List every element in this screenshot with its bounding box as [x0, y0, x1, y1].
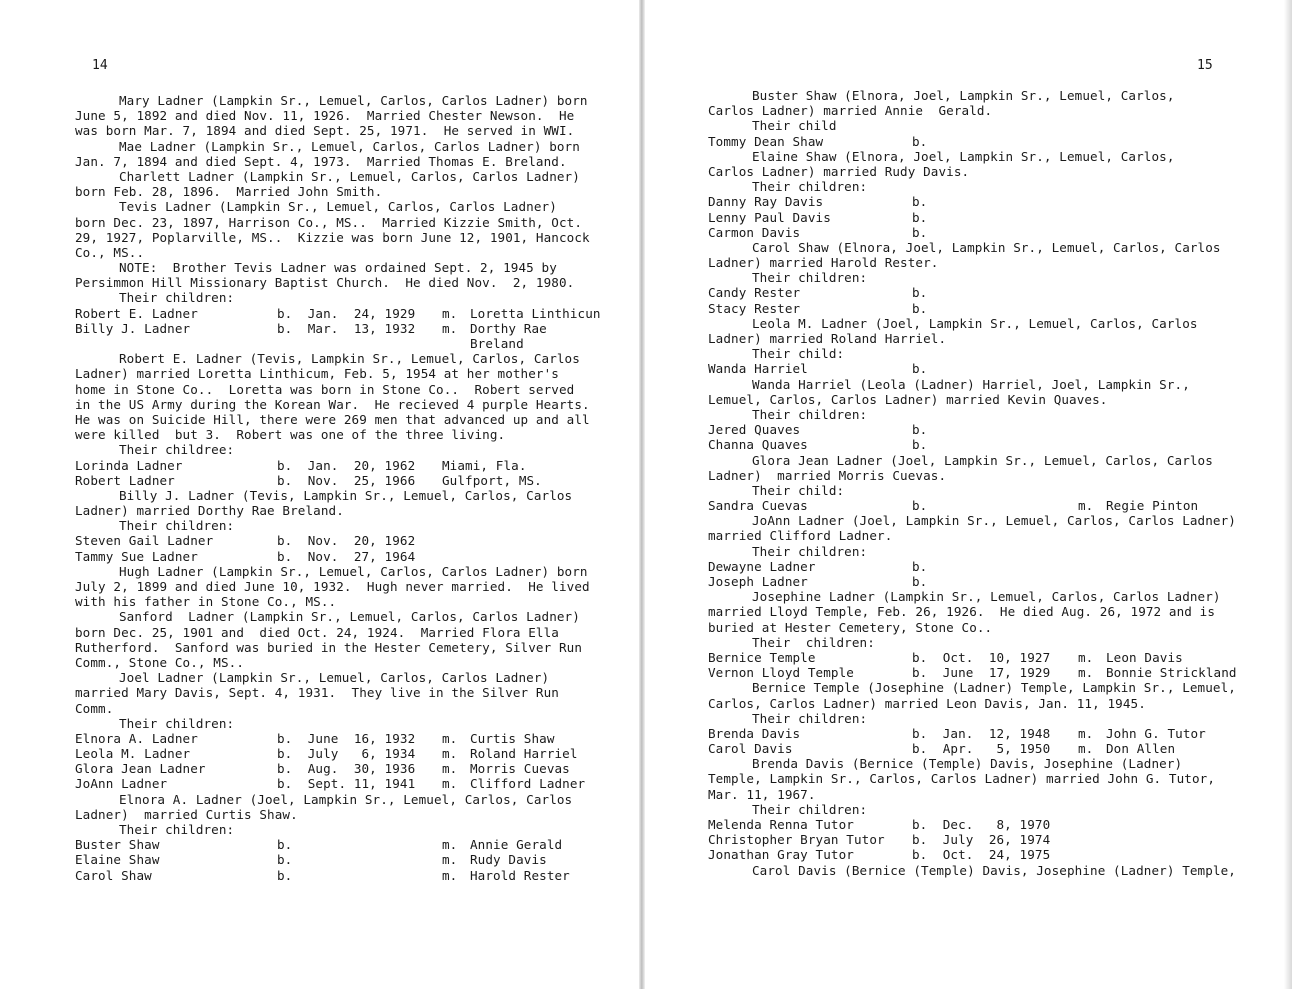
- text-line: buried at Hester Cemetery, Stone Co..: [708, 619, 993, 635]
- text-line: born Dec. 23, 1897, Harrison Co., MS.. Married Kizzie Smith, Oct.: [75, 214, 583, 230]
- text-line: Carlos Ladner) married Rudy Davis.: [708, 163, 970, 179]
- record-birth: b. Jan. 12, 1948: [912, 725, 1051, 741]
- paragraph-start-line: Their children:: [752, 801, 868, 817]
- text-line: July 2, 1899 and died June 10, 1932. Hugh never married. He lived: [75, 579, 590, 594]
- record-row: [75, 549, 615, 564]
- page-text: [75, 93, 615, 883]
- text-line: born Dec. 25, 1901 and died Oct. 24, 1924. Married Flora Ella: [75, 624, 559, 640]
- record-name: Carmon Davis: [708, 224, 801, 240]
- paragraph-start-line: Mary Ladner (Lampkin Sr., Lemuel, Carlos, Carlos Ladner) born: [119, 93, 588, 108]
- record-name: Wanda Harriel: [708, 361, 808, 377]
- record-birth: b. Aug. 30, 1936: [277, 761, 416, 777]
- record-name: Robert E. Ladner: [75, 305, 198, 321]
- paragraph-start-line: Leola M. Ladner (Joel, Lampkin Sr., Lemuel, Carlos, Carlos: [752, 315, 1198, 331]
- page-number: 15: [1197, 58, 1213, 73]
- record-birth: b. Jan. 20, 1962: [277, 457, 416, 473]
- record-spouse: Annie Gerald: [470, 837, 563, 853]
- record-married-mark: Miami, Fla.: [442, 457, 527, 473]
- text-line: Temple, Lampkin Sr., Carlos, Carlos Ladner) married John G. Tutor,: [708, 771, 1216, 787]
- record-birth: b. July 6, 1934: [277, 746, 416, 762]
- record-birth: b. Apr. 5, 1950: [912, 741, 1051, 757]
- paragraph-start-line: Their child:: [752, 482, 845, 498]
- record-row: [75, 473, 615, 488]
- text-line: born Feb. 28, 1896. Married John Smith.: [75, 184, 383, 200]
- record-birth: b.: [912, 209, 928, 225]
- record-married-mark: m.: [442, 852, 458, 868]
- record-birth: b. Nov. 25, 1966: [277, 472, 416, 488]
- record-married-mark: m.: [442, 837, 458, 853]
- paragraph-start-line: Josephine Ladner (Lampkin Sr., Lemuel, Carlos, Carlos Ladner): [752, 589, 1221, 605]
- record-birth: b.: [912, 361, 928, 377]
- record-name: Danny Ray Davis: [708, 194, 824, 210]
- paragraph-start-line: Joel Ladner (Lampkin Sr., Lemuel, Carlos, Carlos Ladner): [119, 670, 550, 686]
- record-name: Lorinda Ladner: [75, 457, 183, 473]
- record-row: [75, 746, 615, 761]
- record-married-mark: m.: [442, 761, 458, 777]
- record-name: Jonathan Gray Tutor: [708, 847, 854, 863]
- record-married-mark: m.: [442, 867, 458, 883]
- record-name: Leola M. Ladner: [75, 746, 191, 762]
- record-row: [75, 837, 615, 852]
- record-name: Stacy Rester: [708, 300, 801, 316]
- record-birth: b.: [277, 837, 293, 853]
- record-spouse: Clifford Ladner: [470, 776, 586, 792]
- record-birth: b. Nov. 20, 1962: [277, 533, 416, 549]
- record-birth: b. Nov. 27, 1964: [277, 548, 416, 564]
- paragraph-start-line: Buster Shaw (Elnora, Joel, Lampkin Sr., Lemuel, Carlos,: [752, 88, 1175, 103]
- record-row: [75, 761, 615, 776]
- record-row: [75, 852, 615, 867]
- text-line: in the US Army during the Korean War. He recieved 4 purple Hearts.: [75, 396, 590, 412]
- record-name: Channa Quaves: [708, 437, 808, 453]
- record-row: [708, 665, 1288, 680]
- record-birth: b. Jan. 24, 1929: [277, 305, 416, 321]
- record-row: [708, 361, 1288, 376]
- text-line: Ladner) married Curtis Shaw.: [75, 806, 298, 822]
- paragraph-start-line: Their childree:: [119, 442, 235, 458]
- record-name: Dewayne Ladner: [708, 558, 816, 574]
- paragraph-start-line: Wanda Harriel (Leola (Ladner) Harriel, Joel, Lampkin Sr.,: [752, 376, 1190, 392]
- record-birth: b.: [912, 574, 928, 589]
- paragraph-start-line: Their children:: [752, 710, 868, 726]
- text-line: was born Mar. 7, 1894 and died Sept. 25, 1971. He served in WWI.: [75, 123, 575, 139]
- text-line: 29, 1927, Poplarville, MS.. Kizzie was born June 12, 1901, Hancock: [75, 229, 590, 245]
- record-name: Melenda Renna Tutor: [708, 817, 854, 832]
- text-line: Comm., Stone Co., MS..: [75, 654, 245, 670]
- record-row: [708, 285, 1288, 300]
- record-birth: b.: [912, 558, 928, 574]
- record-birth: b. Oct. 10, 1927: [912, 649, 1051, 665]
- record-birth: b. June 16, 1932: [277, 730, 416, 746]
- record-name: Buster Shaw: [75, 837, 160, 853]
- record-married-mark: m.: [442, 320, 458, 336]
- record-birth: b. July 26, 1974: [912, 832, 1051, 848]
- text-line: Carlos, Carlos Ladner) married Leon Davis, Jan. 11, 1945.: [708, 695, 1146, 711]
- text-line: Ladner) married Loretta Linthicum, Feb. 5, 1954 at her mother's: [75, 366, 559, 382]
- text-line: with his father in Stone Co., MS..: [75, 594, 337, 610]
- record-name: Bernice Temple: [708, 649, 816, 665]
- record-married-mark: m.: [1078, 741, 1094, 757]
- record-spouse: Regie Pinton: [1106, 498, 1199, 514]
- paragraph-start-line: Charlett Ladner (Lampkin Sr., Lemuel, Carlos, Carlos Ladner): [119, 168, 580, 184]
- record-name: Christopher Bryan Tutor: [708, 832, 885, 848]
- text-line: married Mary Davis, Sept. 4, 1931. They live in the Silver Run: [75, 685, 559, 701]
- record-row: [708, 194, 1288, 209]
- record-birth: b.: [912, 437, 928, 453]
- record-row: [75, 458, 615, 473]
- record-row: [708, 817, 1288, 832]
- record-row: [708, 225, 1288, 240]
- text-line: Carlos Ladner) married Annie Gerald.: [708, 103, 993, 119]
- record-spouse: Leon Davis: [1106, 649, 1183, 665]
- paragraph-start-line: Their child: [752, 118, 837, 134]
- paragraph-start-line: NOTE: Brother Tevis Ladner was ordained Sept. 2, 1945 by: [119, 260, 557, 276]
- text-line: Jan. 7, 1894 and died Sept. 4, 1973. Married Thomas E. Breland.: [75, 153, 567, 169]
- page-edge-shadow: [1284, 0, 1292, 989]
- paragraph-start-line: Carol Shaw (Elnora, Joel, Lampkin Sr., Lemuel, Carlos, Carlos: [752, 239, 1221, 255]
- record-birth: b.: [912, 224, 928, 240]
- record-spouse: John G. Tutor: [1106, 725, 1206, 741]
- record-row: [708, 301, 1288, 316]
- text-line: Persimmon Hill Missionary Baptist Church. He died Nov. 2, 1980.: [75, 275, 575, 291]
- record-birth: b.: [277, 852, 293, 868]
- text-line: Ladner) married Dorthy Rae Breland.: [75, 503, 344, 519]
- text-line: Ladner) married Morris Cuevas.: [708, 467, 947, 483]
- paragraph-start-line: Their children:: [119, 822, 235, 837]
- record-row: [75, 321, 615, 336]
- paragraph-start-line: Carol Davis (Bernice (Temple) Davis, Josephine (Ladner) Temple,: [752, 862, 1236, 878]
- paragraph-start-line: Their children:: [752, 543, 868, 559]
- text-line: Ladner) married Roland Harriel.: [708, 331, 947, 346]
- record-name: Brenda Davis: [708, 725, 801, 741]
- record-spouse: Roland Harriel: [470, 746, 578, 762]
- record-married-mark: m.: [1078, 725, 1094, 741]
- record-married-mark: m.: [442, 746, 458, 762]
- record-married-mark: m.: [442, 305, 458, 321]
- record-birth: b.: [912, 285, 928, 301]
- paragraph-start-line: Mae Ladner (Lampkin Sr., Lemuel, Carlos, Carlos Ladner) born: [119, 138, 580, 154]
- record-row: [708, 210, 1288, 225]
- paragraph-start-line: Billy J. Ladner (Tevis, Lampkin Sr., Lemuel, Carlos, Carlos: [119, 487, 573, 503]
- paragraph-start-line: Sanford Ladner (Lampkin Sr., Lemuel, Carlos, Carlos Ladner): [119, 609, 580, 625]
- record-birth: b.: [912, 422, 928, 438]
- record-continuation: Breland: [470, 336, 524, 351]
- record-row: [75, 868, 615, 883]
- paragraph-start-line: Hugh Ladner (Lampkin Sr., Lemuel, Carlos, Carlos Ladner) born: [119, 563, 588, 579]
- text-line: Comm.: [75, 700, 114, 716]
- left-page: [0, 0, 640, 989]
- text-line: He was on Suicide Hill, there were 269 men that advanced up and all: [75, 411, 590, 427]
- text-line: married Clifford Ladner.: [708, 528, 893, 544]
- record-name: Candy Rester: [708, 285, 801, 301]
- paragraph-start-line: Their child:: [752, 346, 845, 362]
- record-name: Billy J. Ladner: [75, 320, 191, 336]
- paragraph-start-line: Their children:: [119, 715, 235, 731]
- paragraph-start-line: Their children:: [752, 270, 868, 286]
- record-birth: b.: [912, 133, 928, 149]
- page-number: 14: [92, 58, 108, 73]
- record-spouse: Dorthy Rae: [470, 320, 547, 336]
- record-name: Glora Jean Ladner: [75, 761, 206, 777]
- text-line: Rutherford. Sanford was buried in the Hester Cemetery, Silver Run: [75, 639, 583, 655]
- record-row: [708, 437, 1288, 452]
- record-row: [708, 559, 1288, 574]
- record-row: [708, 726, 1288, 741]
- record-birth: b. Sept. 11, 1941: [277, 776, 416, 792]
- record-row: [75, 306, 615, 321]
- text-line: Lemuel, Carlos, Carlos Ladner) married Kevin Quaves.: [708, 391, 1108, 407]
- record-row: [75, 533, 615, 548]
- page-text: [708, 88, 1288, 878]
- record-birth: b.: [912, 498, 928, 514]
- record-name: Elnora A. Ladner: [75, 730, 198, 746]
- record-row: [708, 832, 1288, 847]
- record-married-mark: m.: [442, 776, 458, 792]
- paragraph-start-line: Elaine Shaw (Elnora, Joel, Lampkin Sr., Lemuel, Carlos,: [752, 148, 1175, 164]
- record-spouse: Don Allen: [1106, 741, 1176, 757]
- paragraph-start-line: Their children:: [752, 634, 875, 650]
- text-line: were killed but 3. Robert was one of the three living.: [75, 427, 506, 443]
- text-line: Mar. 11, 1967.: [708, 786, 816, 802]
- record-birth: b. Dec. 8, 1970: [912, 817, 1051, 832]
- record-name: Carol Shaw: [75, 867, 152, 883]
- paragraph-start-line: Their children:: [119, 290, 235, 306]
- record-married-mark: m.: [1078, 665, 1094, 681]
- paragraph-start-line: Their children:: [752, 406, 868, 422]
- record-married-mark: Gulfport, MS.: [442, 472, 542, 488]
- record-spouse: Harold Rester: [470, 867, 570, 883]
- record-spouse: Rudy Davis: [470, 852, 547, 868]
- paragraph-start-line: Robert E. Ladner (Tevis, Lampkin Sr., Lemuel, Carlos, Carlos: [119, 351, 580, 367]
- record-spouse: Loretta Linthicun: [470, 305, 601, 321]
- paragraph-start-line: Brenda Davis (Bernice (Temple) Davis, Josephine (Ladner): [752, 756, 1183, 772]
- text-line: June 5, 1892 and died Nov. 11, 1926. Married Chester Newson. He: [75, 108, 575, 124]
- record-name: Steven Gail Ladner: [75, 533, 214, 549]
- right-page: [645, 0, 1292, 989]
- record-name: JoAnn Ladner: [75, 776, 168, 792]
- record-birth: b. Mar. 13, 1932: [277, 320, 416, 336]
- record-row: [708, 422, 1288, 437]
- record-name: Sandra Cuevas: [708, 498, 808, 514]
- record-spouse: Morris Cuevas: [470, 761, 570, 777]
- text-line: Co., MS..: [75, 244, 145, 260]
- record-birth: b. June 17, 1929: [912, 665, 1051, 681]
- record-name: Carol Davis: [708, 741, 793, 757]
- text-line: home in Stone Co.. Loretta was born in Stone Co.. Robert served: [75, 381, 575, 397]
- record-row: [708, 741, 1288, 756]
- record-birth: b.: [912, 300, 928, 316]
- record-row: [708, 574, 1288, 589]
- record-name: Joseph Ladner: [708, 574, 808, 589]
- record-married-mark: m.: [442, 730, 458, 746]
- record-name: Vernon Lloyd Temple: [708, 665, 854, 681]
- record-name: Jered Quaves: [708, 422, 801, 438]
- record-name: Tommy Dean Shaw: [708, 133, 824, 149]
- record-name: Elaine Shaw: [75, 852, 160, 868]
- record-name: Tammy Sue Ladner: [75, 548, 198, 564]
- record-spouse: Curtis Shaw: [470, 730, 555, 746]
- record-name: Lenny Paul Davis: [708, 209, 831, 225]
- record-row: [708, 498, 1288, 513]
- record-birth: b. Oct. 24, 1975: [912, 847, 1051, 863]
- record-name: Robert Ladner: [75, 472, 175, 488]
- record-birth: b.: [912, 194, 928, 210]
- record-row: [708, 134, 1288, 149]
- paragraph-start-line: Their children:: [119, 518, 235, 534]
- paragraph-start-line: Glora Jean Ladner (Joel, Lampkin Sr., Lemuel, Carlos, Carlos: [752, 452, 1213, 468]
- record-married-mark: m.: [1078, 498, 1094, 514]
- record-row: [708, 847, 1288, 862]
- paragraph-start-line: Tevis Ladner (Lampkin Sr., Lemuel, Carlos, Carlos Ladner): [119, 199, 557, 215]
- paragraph-start-line: Bernice Temple (Josephine (Ladner) Temple, Lampkin Sr., Lemuel,: [752, 680, 1236, 696]
- record-row: [708, 650, 1288, 665]
- record-married-mark: m.: [1078, 649, 1094, 665]
- record-spouse: Bonnie Strickland: [1106, 665, 1237, 681]
- record-row: [75, 731, 615, 746]
- paragraph-start-line: Elnora A. Ladner (Joel, Lampkin Sr., Lemuel, Carlos, Carlos: [119, 791, 573, 807]
- record-row: [75, 776, 615, 791]
- text-line: Ladner) married Harold Rester.: [708, 255, 939, 271]
- paragraph-start-line: JoAnn Ladner (Joel, Lampkin Sr., Lemuel, Carlos, Carlos Ladner): [752, 513, 1236, 529]
- record-birth: b.: [277, 867, 293, 883]
- text-line: married Lloyd Temple, Feb. 26, 1926. He died Aug. 26, 1972 and is: [708, 604, 1216, 620]
- paragraph-start-line: Their children:: [752, 179, 868, 195]
